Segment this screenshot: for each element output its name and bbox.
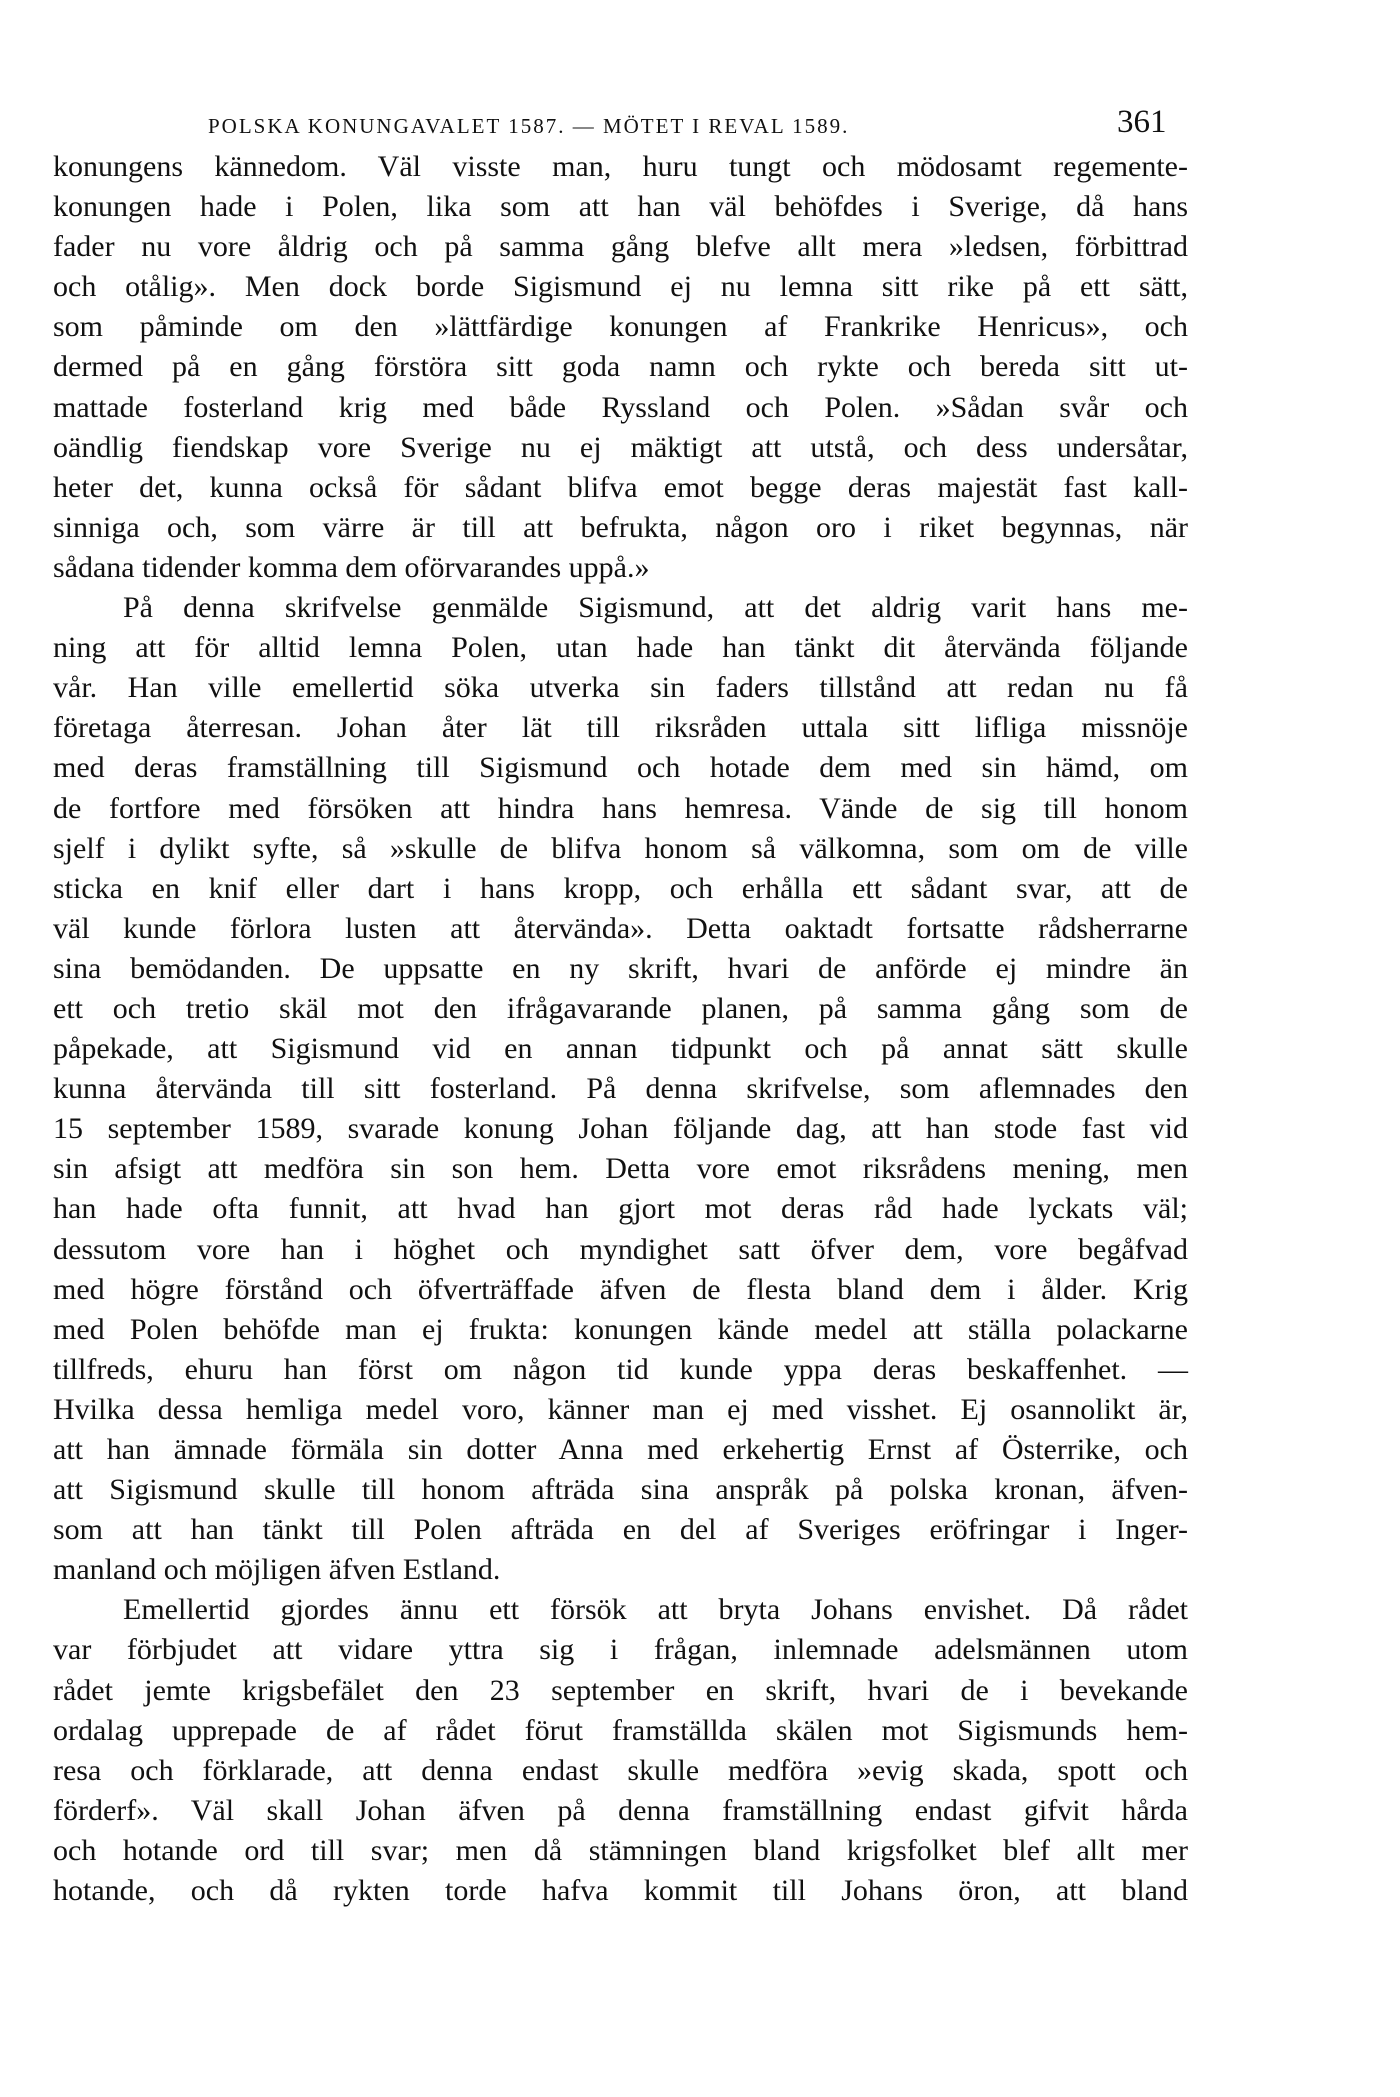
text-line: oändlig fiendskap vore Sverige nu ej mäktigt att utstå, och dess undersåtar, — [53, 430, 1188, 464]
text-line: kunna återvända till sitt fosterland. På denna skrifvelse, som aflemnades den — [53, 1072, 1188, 1106]
text-line: ning att för alltid lemna Polen, utan hade han tänkt dit återvända följande — [53, 631, 1188, 665]
page-number: 361 — [1117, 104, 1167, 140]
text-line: förderf». Väl skall Johan äfven på denna framställning endast gifvit hårda — [53, 1793, 1188, 1827]
text-line: han hade ofta funnit, att hvad han gjort mot deras råd hade lyckats väl; — [53, 1192, 1188, 1226]
text-line: och otålig». Men dock borde Sigismund ej nu lemna sitt rike på ett sätt, — [53, 270, 1188, 304]
text-line: ett och tretio skäl mot den ifrågavarande planen, på samma gång som de — [53, 991, 1188, 1025]
text-line: resa och förklarade, att denna endast skulle medföra »evig skada, spott och — [53, 1753, 1188, 1787]
text-line: mattade fosterland krig med både Ryssland och Polen. »Sådan svår och — [53, 390, 1188, 424]
text-line: väl kunde förlora lusten att återvända». Detta oaktadt fortsatte rådsherrarne — [53, 911, 1188, 945]
text-line: konungen hade i Polen, lika som att han väl behöfdes i Sverige, då hans — [53, 190, 1188, 224]
text-line: som att han tänkt till Polen afträda en del af Sveriges eröfringar i Inger- — [53, 1513, 1188, 1547]
text-line: hotande, och då rykten torde hafva kommit till Johans öron, att bland — [53, 1874, 1188, 1908]
text-line: konungens kännedom. Väl visste man, huru tungt och mödosamt regemente- — [53, 150, 1188, 183]
text-line: var förbjudet att vidare yttra sig i frågan, inlemnade adelsmännen utom — [53, 1633, 1188, 1667]
text-line: sjelf i dylikt syfte, så »skulle de blifva honom så välkomna, som om de ville — [53, 831, 1188, 865]
text-line: sin afsigt att medföra sin son hem. Detta vore emot riksrådens mening, men — [53, 1152, 1188, 1186]
text-line: vår. Han ville emellertid söka utverka sin faders tillstånd att redan nu få — [53, 671, 1188, 705]
text-line: företaga återresan. Johan åter lät till riksråden uttala sitt lifliga missnöje — [53, 711, 1188, 745]
text-line: dessutom vore han i höghet och myndighet satt öfver dem, vore begåfvad — [53, 1232, 1188, 1266]
text-line: som påminde om den »lättfärdige konungen af Frankrike Henricus», och — [53, 310, 1188, 344]
text-line: att Sigismund skulle till honom afträda sina anspråk på polska kronan, äfven- — [53, 1473, 1188, 1507]
text-line: sinniga och, som värre är till att befrukta, någon oro i riket begynnas, när — [53, 510, 1188, 544]
text-line: sticka en knif eller dart i hans kropp, och erhålla ett sådant svar, att de — [53, 871, 1188, 905]
text-line: att han ämnade förmäla sin dotter Anna med erkehertig Ernst af Österrike, och — [53, 1433, 1188, 1466]
text-line: med högre förstånd och öfverträffade äfven de flesta bland dem i ålder. Krig — [53, 1272, 1188, 1306]
text-line: 15 september 1589, svarade konung Johan följande dag, att han stode fast vid — [53, 1112, 1188, 1146]
text-line: ordalag upprepade de af rådet förut framställda skälen mot Sigismunds hem- — [53, 1713, 1188, 1747]
paragraph-end-line: sådana tidender komma dem oförvarandes uppå.» — [53, 550, 650, 584]
text-line: de fortfore med försöken att hindra hans hemresa. Vände de sig till honom — [53, 791, 1188, 825]
text-line: rådet jemte krigsbefälet den 23 september en skrift, hvari de i bevekande — [53, 1673, 1188, 1707]
text-line: och hotande ord till svar; men då stämningen bland krigsfolket blef allt mer — [53, 1833, 1188, 1867]
text-line: fader nu vore åldrig och på samma gång blefve allt mera »ledsen, förbittrad — [53, 230, 1188, 264]
text-line: heter det, kunna också för sådant blifva emot begge deras majestät fast kall- — [53, 470, 1188, 504]
text-line: Hvilka dessa hemliga medel voro, känner man ej med visshet. Ej osannolikt är, — [53, 1392, 1188, 1426]
text-line: påpekade, att Sigismund vid en annan tidpunkt och på annat sätt skulle — [53, 1032, 1188, 1066]
body-text — [53, 147, 1188, 1911]
text-line: med Polen behöfde man ej frukta: konungen kände medel att ställa polackarne — [53, 1312, 1188, 1346]
paragraph-start-line: Emellertid gjordes ännu ett försök att bryta Johans envishet. Då rådet — [123, 1593, 1188, 1627]
running-title: POLSKA KONUNGAVALET 1587. — MÖTET I REVAL 1589. — [208, 114, 850, 138]
text-line: med deras framställning till Sigismund och hotade dem med sin hämd, om — [53, 751, 1188, 785]
paragraph-end-line: manland och möjligen äfven Estland. — [53, 1553, 501, 1587]
text-line: sina bemödanden. De uppsatte en ny skrift, hvari de anförde ej mindre än — [53, 951, 1188, 985]
paragraph-start-line: På denna skrifvelse genmälde Sigismund, att det aldrig varit hans me- — [123, 591, 1188, 625]
text-line: tillfreds, ehuru han först om någon tid kunde yppa deras beskaffenhet. — — [53, 1352, 1188, 1386]
text-line: dermed på en gång förstöra sitt goda namn och rykte och bereda sitt ut- — [53, 350, 1188, 384]
